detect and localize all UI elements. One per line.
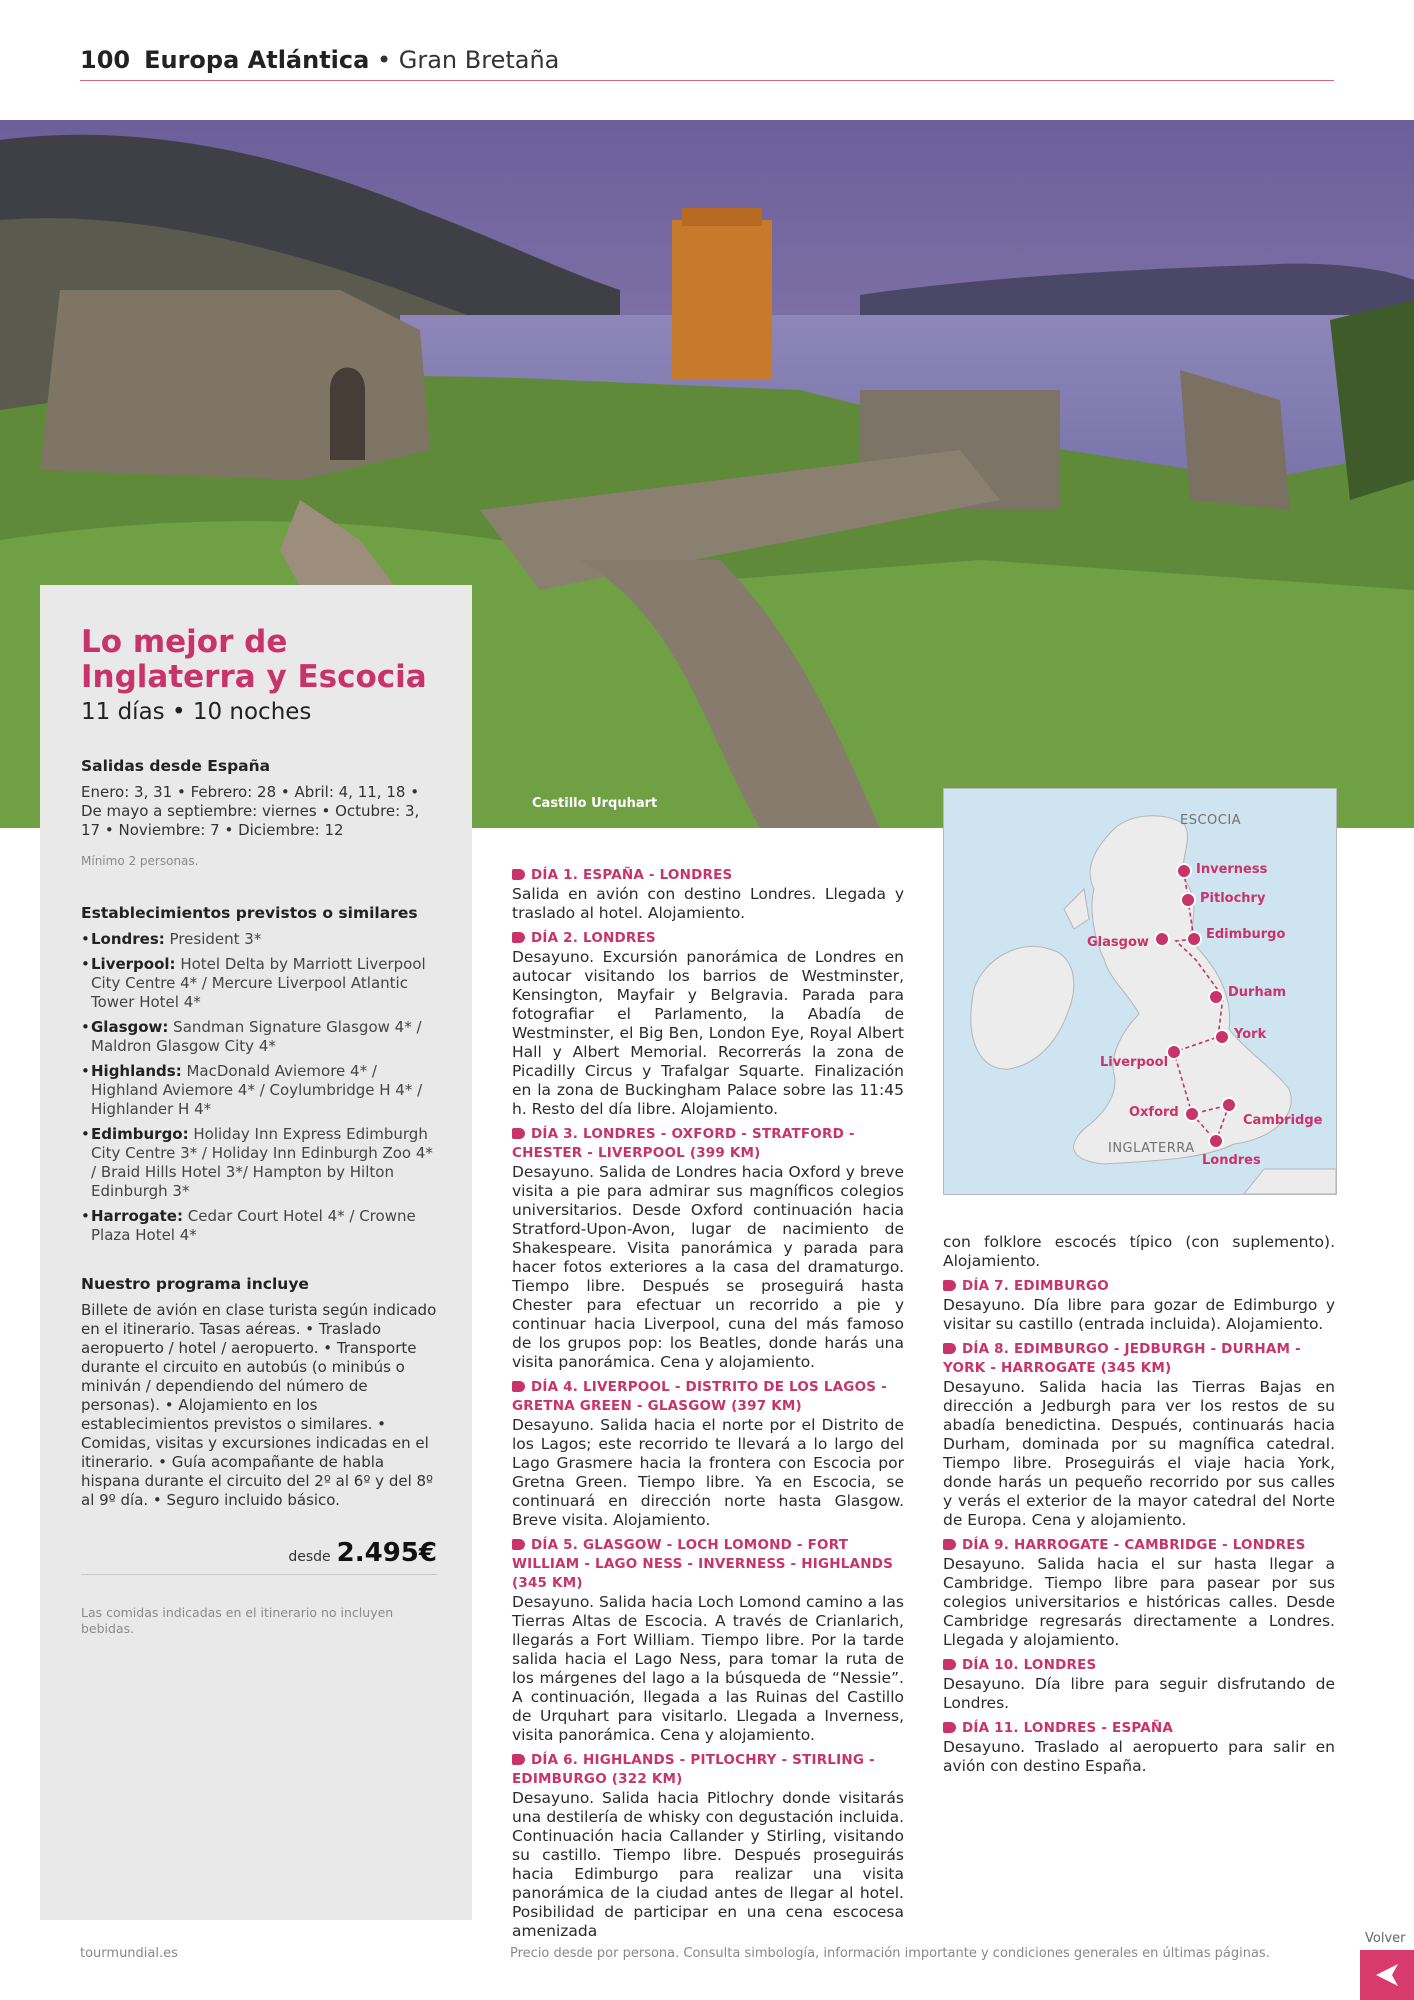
day-text: Desayuno. Salida hacia el sur hasta llegar a Cambridge. Tiempo libre para pasear por sus colegios universitarios e históricas calles. Desde Cambridge regresarás directamente a Londres. Llegada y alojamiento. [943,1555,1335,1649]
itinerary-day [512,929,904,1119]
back-arrow-icon [1372,1960,1402,1990]
section-title: Europa Atlántica [144,46,370,74]
itinerary-day [943,1656,1335,1713]
trip-summary-panel [40,585,472,1920]
day-text: Desayuno. Salida hacia Pitlochry donde visitarás una destilería de whisky con degustación incluida. Continuación hacia Callander y Stirling, visitando su castillo. Tiempo libre. Después proseguirás hacia Edimburgo para realizar una visita panorámica de la ciudad antes de llegar al hotel. Posibilidad de participar en una cena escocesa amenizada [512,1789,904,1940]
back-button[interactable] [1360,1950,1414,2000]
hotel-city: Glasgow: [91,1018,169,1036]
day-text: Desayuno. Salida hacia las Tierras Bajas en dirección a Jedburgh para ver los restos de su abadía benedictina. Después, continuarás hacia Durham, dominada por su magnífica catedral. Tiempo libre. Proseguirás el viaje hacia York, donde harás un pequeño recorrido por sus calles y verás el exterior de la mayor catedral del Norte de Europa. Cena y alojamiento. [943,1378,1335,1529]
map-marker-oxford [1185,1107,1199,1121]
departures-heading: Salidas desde España [81,757,271,775]
price-value: 2.495€ [336,1538,437,1568]
hotel-names: Holiday Inn Express Edimburgh City Centre 3* / Holiday Inn Edinburgh Zoo 4* / Braid Hills Hotel 3*/ Hampton by Hilton Edinburgh 3* [91,1125,433,1200]
hotel-city: Harrogate: [91,1207,183,1225]
itinerary-day [943,1277,1335,1334]
day-arrow-icon [943,1343,956,1354]
trip-duration: 11 días • 10 noches [81,699,312,725]
day-title: DÍA 9. HARROGATE - CAMBRIDGE - LONDRES [962,1537,1306,1553]
map-marker-durham [1209,990,1223,1004]
map-label-edimburgo: Edimburgo [1206,927,1286,942]
day-arrow-icon [512,869,525,880]
page-number: 100 [80,46,131,74]
map-label-inverness: Inverness [1196,862,1268,877]
day-text: Desayuno. Salida hacia el norte por el Distrito de los Lagos; este recorrido te llevará a lo largo del Lago Grasmere hacia la frontera con Escocia por Gretna Green. Tiempo libre. Ya en Escocia, se continuará en dirección norte hasta Glasgow. Breve visita. Alojamiento. [512,1416,904,1529]
hotel-city: Edimburgo: [91,1125,189,1143]
map-marker-londres [1209,1134,1223,1148]
program-text: Billete de avión en clase turista según indicado en el itinerario. Tasas aéreas. • Traslado aeropuerto / hotel / aeropuerto. • Transporte durante el circuito en autobús (o minibús o miniván / dependiendo del número de personas). • Alojamiento en los establecimientos previstos o similares. • Comidas, visitas y excursiones indicadas en el itinerario. • Guía acompañante de habla hispana durante el circuito del 2º al 6º y del 8º al 9º día. • Seguro incluido básico. [81,1301,437,1509]
day-text: Desayuno. Excursión panorámica de Londres en autocar visitando los barrios de Westminster, Kensington, Mayfair y Belgravia. Parada para fotografiar el Parlamento, la Abadía de Westminster, el Big Ben, London Eye, Royal Albert Hall y Albert Memorial. Recorrerás la zona de Picadilly Circus y Trafalgar Squarte. Finalización en la zona de Buckingham Palace sobre las 11:45 h. Resto del día libre. Alojamiento. [512,948,904,1118]
map-label-glasgow: Glasgow [1087,935,1149,950]
day-heading [512,1536,904,1593]
map-marker-edimburgo [1187,932,1201,946]
meals-note: Las comidas indicadas en el itinerario no incluyen bebidas. [81,1605,394,1636]
map-label-oxford: Oxford [1129,1105,1179,1120]
day-title: DÍA 11. LONDRES - ESPAÑA [962,1720,1174,1736]
hotel-city: Londres: [91,930,165,948]
day-text: Desayuno. Traslado al aeropuerto para salir en avión con destino España. [943,1738,1335,1775]
day-heading [512,1378,904,1416]
photo-caption: Castillo Urquhart [532,796,658,811]
trip-title-line1: Lo mejor de [81,624,288,660]
day-text: Salida en avión con destino Londres. Llegada y traslado al hotel. Alojamiento. [512,885,904,922]
day-arrow-icon [512,1754,525,1765]
map-label-londres: Londres [1202,1153,1261,1168]
hotel-item [81,1018,437,1056]
map-region-england: INGLATERRA [1108,1141,1195,1156]
map-region-scotland: ESCOCIA [1180,813,1242,828]
hotel-names: Sandman Signature Glasgow 4* / Maldron Glasgow City 4* [91,1018,422,1055]
hotels-heading: Establecimientos previstos o similares [81,904,418,922]
back-label: Volver [1365,1931,1406,1946]
itinerary-day [512,1125,904,1372]
day-heading [512,929,904,948]
day-title: DÍA 1. ESPAÑA - LONDRES [531,867,733,883]
page-header [80,46,1334,81]
day-arrow-icon [512,1381,525,1392]
program-heading: Nuestro programa incluye [81,1275,309,1293]
day-title: DÍA 5. GLASGOW - LOCH LOMOND - FORT WILLIAM - LAGO NESS - INVERNESS - HIGHLANDS (345 KM) [512,1537,894,1591]
trip-title [81,625,437,695]
route-map [943,788,1337,1195]
day-heading [943,1719,1335,1738]
hotel-item [81,1207,437,1245]
day-heading [512,1125,904,1163]
minimum-persons: Mínimo 2 personas. [81,854,199,868]
map-marker-york [1215,1030,1229,1044]
day-arrow-icon [512,1128,525,1139]
day-arrow-icon [512,932,525,943]
hotel-item [81,930,437,949]
day-heading [943,1340,1335,1378]
day-heading [512,1751,904,1789]
day-text: Desayuno. Día libre para seguir disfrutando de Londres. [943,1675,1335,1712]
day-title: DÍA 4. LIVERPOOL - DISTRITO DE LOS LAGOS - GRETNA GREEN - GLASGOW (397 KM) [512,1379,887,1414]
day-arrow-icon [943,1539,956,1550]
itinerary-day [512,1378,904,1530]
map-label-cambridge: Cambridge [1243,1113,1323,1128]
map-marker-inverness [1177,864,1191,878]
day-heading [512,866,904,885]
day-arrow-icon [943,1659,956,1670]
day-heading [943,1656,1335,1675]
hotel-names: Hotel Delta by Marriott Liverpool City Centre 4* / Mercure Liverpool Atlantic Tower Hotel 4* [91,955,426,1011]
map-label-pitlochry: Pitlochry [1200,891,1266,906]
header-separator: • [369,46,399,74]
day-text: Desayuno. Día libre para gozar de Edimburgo y visitar su castillo (entrada incluida). Alojamiento. [943,1296,1335,1333]
map-label-durham: Durham [1228,985,1287,1000]
day-title: DÍA 8. EDIMBURGO - JEDBURGH - DURHAM - YORK - HARROGATE (345 KM) [943,1341,1301,1376]
day-title: DÍA 6. HIGHLANDS - PITLOCHRY - STIRLING - EDIMBURGO (322 KM) [512,1752,875,1787]
day-title: DÍA 10. LONDRES [962,1657,1097,1673]
hotel-names: Cedar Court Hotel 4* / Crowne Plaza Hotel 4* [91,1207,416,1244]
hotel-item [81,1125,437,1201]
itinerary-day [943,1536,1335,1650]
day-text: Desayuno. Salida hacia Loch Lomond camino a las Tierras Altas de Escocia. A través de Crianlarich, llegarás a Fort William. Tiempo libre. Por la tarde salida hacia el Lago Ness, para tomar la ruta de los márgenes del lago a la búsqueda de “Nessie”. A continuación, llegada a las Ruinas del Castillo de Urquhart para visitarlo. Llegada a Inverness, visita panorámica. Cena y alojamiento. [512,1593,904,1744]
price-from-label: desde [288,1549,331,1565]
itinerary-day [512,1536,904,1745]
hotel-city: Highlands: [91,1062,182,1080]
footer-disclaimer: Precio desde por persona. Consulta simbología, información importante y condiciones generales en últimas páginas. [510,1946,1270,1961]
itinerary-day [512,1751,904,1941]
map-label-liverpool: Liverpool [1100,1055,1169,1070]
map-marker-glasgow [1155,932,1169,946]
hotel-names: MacDonald Aviemore 4* / Highland Aviemore 4* / Coylumbridge H 4* / Highlander H 4* [91,1062,423,1118]
itinerary-day [943,1340,1335,1530]
hotel-item [81,955,437,1012]
hotels-list [81,930,437,1245]
itinerary-column-2 [943,1233,1335,1782]
day-6-continuation: con folklore escocés típico (con suplemento). Alojamiento. [943,1233,1335,1270]
map-label-york: York [1234,1027,1267,1042]
footer-site[interactable]: tourmundial.es [80,1946,178,1961]
hotel-item [81,1062,437,1119]
itinerary-day [943,1719,1335,1776]
hotel-city: Liverpool: [91,955,176,973]
price-block [81,1538,437,1575]
hotel-names: President 3* [164,930,262,948]
map-marker-cambridge [1222,1098,1236,1112]
day-text: Desayuno. Salida de Londres hacia Oxford y breve visita a pie para admirar sus magníficos colegios universitarios. Desde Oxford continuación hacia Stratford-Upon-Avon, lugar de nacimiento de Shakespeare. Visita panorámica y parada para hacer fotos exteriores a la casa del dramaturgo. Tiempo libre. Después se proseguirá hasta Chester para efectuar un recorrido a pie y continuar hacia Liverpool, cuna del más famoso de los grupos pop: los Beatles, donde harás una visita panorámica. Cena y alojamiento. [512,1163,904,1371]
day-arrow-icon [943,1722,956,1733]
day-arrow-icon [943,1280,956,1291]
trip-title-line2: Inglaterra y Escocia [81,659,427,695]
map-marker-liverpool [1167,1045,1181,1059]
day-title: DÍA 7. EDIMBURGO [962,1278,1109,1294]
day-heading [943,1277,1335,1296]
departures-text: Enero: 3, 31 • Febrero: 28 • Abril: 4, 11, 18 • De mayo a septiembre: viernes • Octubre: 3, 17 • Noviembre: 7 • Diciembre: 12 [81,783,420,839]
itinerary-column-1 [512,866,904,1947]
subsection-title: Gran Bretaña [398,46,560,74]
itinerary-day [512,866,904,923]
map-marker-pitlochry [1181,893,1195,907]
day-title: DÍA 2. LONDRES [531,930,656,946]
day-heading [943,1536,1335,1555]
day-title: DÍA 3. LONDRES - OXFORD - STRATFORD - CHESTER - LIVERPOOL (399 KM) [512,1126,855,1161]
day-arrow-icon [512,1539,525,1550]
